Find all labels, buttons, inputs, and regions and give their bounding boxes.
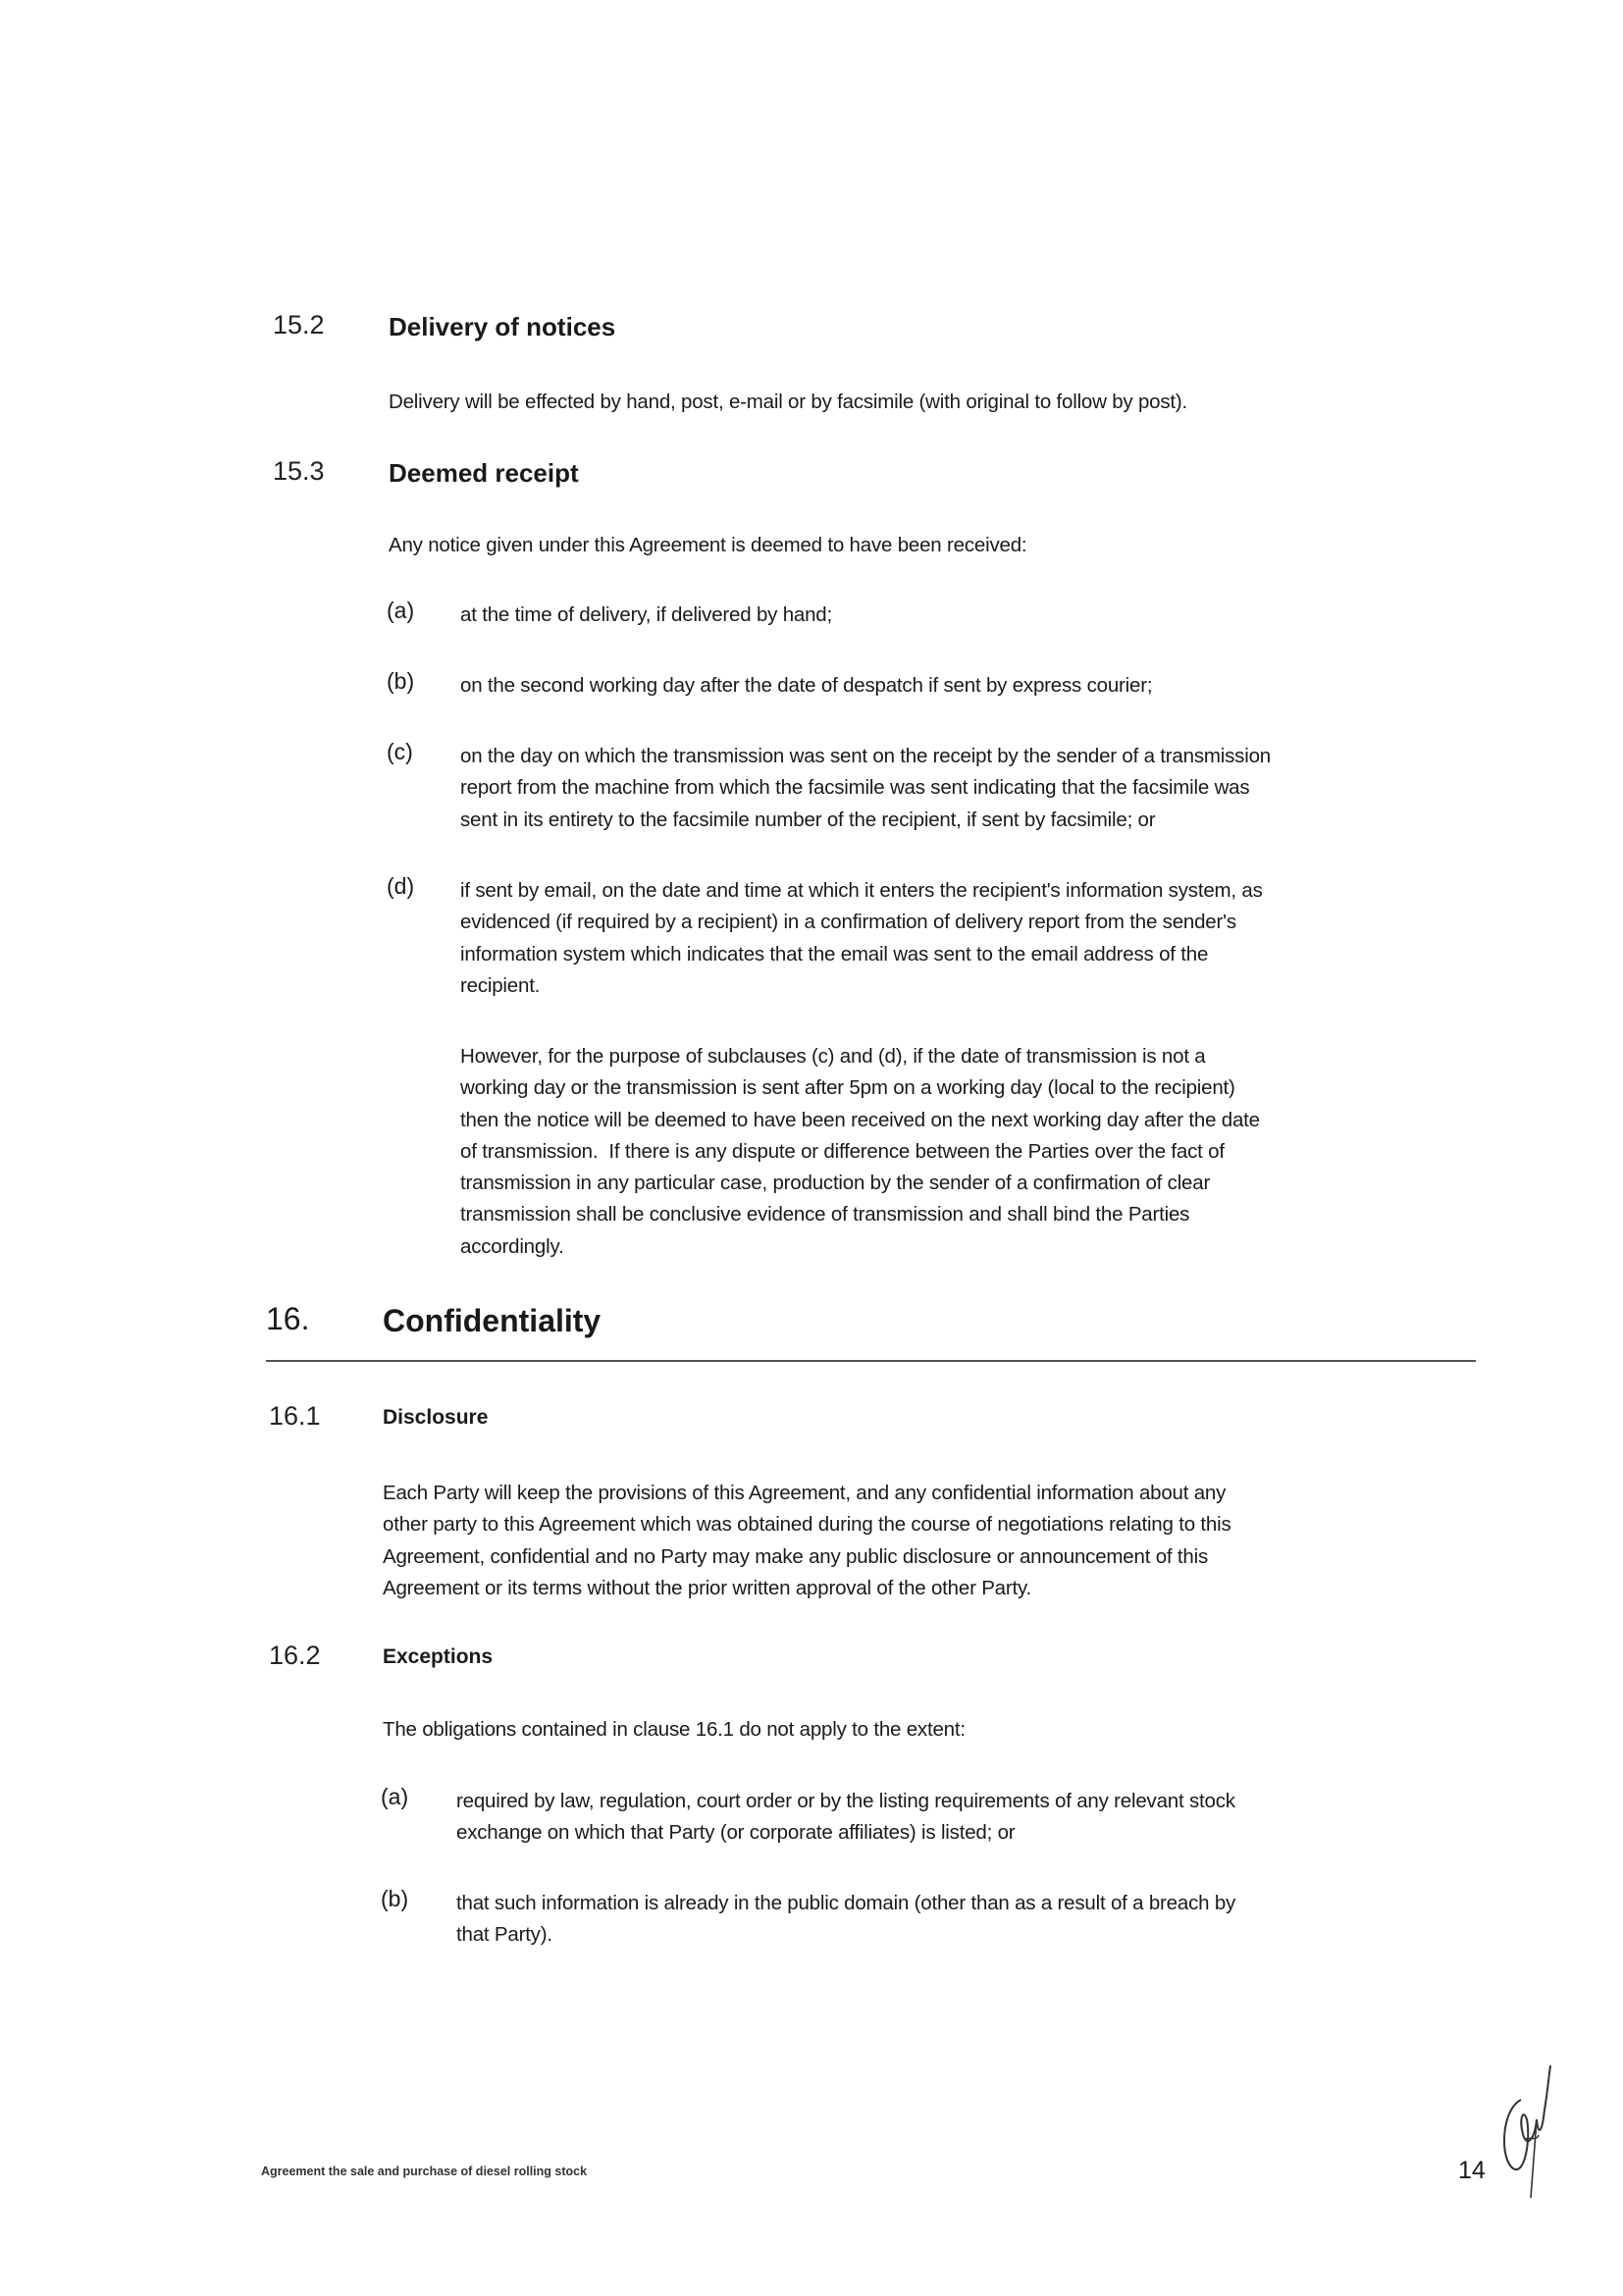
line: if sent by email, on the date and time at which it enters the recipient's information system, as — [460, 879, 1263, 902]
line: transmission in any particular case, production by the sender of a confirmation of clear — [460, 1172, 1211, 1195]
page-number: 14 — [1458, 2157, 1486, 2184]
list-item — [460, 875, 1263, 1002]
item-label: (d) — [387, 873, 415, 899]
line: sent in its entirety to the facsimile number of the recipient, if sent by facsimile; or — [460, 808, 1156, 831]
section-number: 15.3 — [273, 456, 325, 486]
paragraph — [460, 1041, 1260, 1263]
section-heading: Disclosure — [383, 1406, 489, 1429]
section-number: 16.2 — [269, 1641, 321, 1670]
item-label: (c) — [387, 739, 413, 764]
section-heading: Delivery of notices — [389, 312, 616, 341]
section-heading: Confidentiality — [383, 1303, 602, 1338]
line: then the notice will be deemed to have been received on the next working day after the date — [460, 1108, 1260, 1131]
line: that such information is already in the public domain (other than as a result of a breach by — [456, 1892, 1236, 1914]
list-item: at the time of delivery, if delivered by hand; — [460, 603, 832, 626]
list-item: on the second working day after the date of despatch if sent by express courier; — [460, 674, 1153, 697]
section-heading: Deemed receipt — [389, 458, 579, 488]
line: required by law, regulation, court order or by the listing requirements of any relevant stock — [456, 1790, 1235, 1812]
item-label: (b) — [381, 1886, 409, 1911]
line: that Party). — [456, 1923, 552, 1947]
item-label: (a) — [381, 1784, 409, 1809]
line: information system which indicates that the email was sent to the email address of the — [460, 942, 1209, 965]
list-item — [456, 1786, 1235, 1850]
line: recipient. — [460, 973, 541, 997]
handwritten-initials-signature — [1492, 2061, 1570, 2198]
paragraph: Any notice given under this Agreement is deemed to have been received: — [389, 534, 1027, 556]
line: of transmission. If there is any dispute or difference between the Parties over the fact of — [460, 1139, 1225, 1163]
section-number: 16. — [266, 1301, 310, 1336]
list-item — [460, 741, 1271, 836]
line: report from the machine from which the facsimile was sent indicating that the facsimile was — [460, 776, 1250, 800]
line: other party to this Agreement which was obtained during the course of negotiations relating to this — [383, 1513, 1231, 1537]
paragraph: Delivery will be effected by hand, post, e-mail or by facsimile (with original to follow by post). — [389, 391, 1188, 413]
line: Each Party will keep the provisions of this Agreement, and any confidential information about any — [383, 1482, 1227, 1504]
line: transmission shall be conclusive evidence of transmission and shall bind the Parties — [460, 1203, 1190, 1226]
line: Agreement or its terms without the prior written approval of the other Party. — [383, 1576, 1032, 1599]
item-label: (a) — [387, 598, 415, 623]
section-number: 16.1 — [269, 1401, 321, 1431]
line: working day or the transmission is sent after 5pm on a working day (local to the recipient) — [460, 1076, 1235, 1100]
section-divider — [266, 1360, 1476, 1362]
line: exchange on which that Party (or corporate affiliates) is listed; or — [456, 1821, 1016, 1845]
section-number: 15.2 — [273, 310, 325, 339]
line: However, for the purpose of subclauses (c) and (d), if the date of transmission is not a — [460, 1045, 1206, 1068]
item-label: (b) — [387, 668, 415, 694]
line: evidenced (if required by a recipient) in a confirmation of delivery report from the sender's — [460, 911, 1236, 934]
line: Agreement, confidential and no Party may make any public disclosure or announcement of this — [383, 1544, 1208, 1568]
footer-title: Agreement the sale and purchase of diesel rolling stock — [261, 2165, 588, 2178]
line: accordingly. — [460, 1234, 564, 1258]
paragraph — [383, 1478, 1231, 1604]
line: on the day on which the transmission was sent on the receipt by the sender of a transmission — [460, 745, 1271, 767]
paragraph: The obligations contained in clause 16.1 do not apply to the extent: — [383, 1718, 966, 1741]
list-item — [456, 1888, 1235, 1952]
section-heading: Exceptions — [383, 1645, 494, 1668]
